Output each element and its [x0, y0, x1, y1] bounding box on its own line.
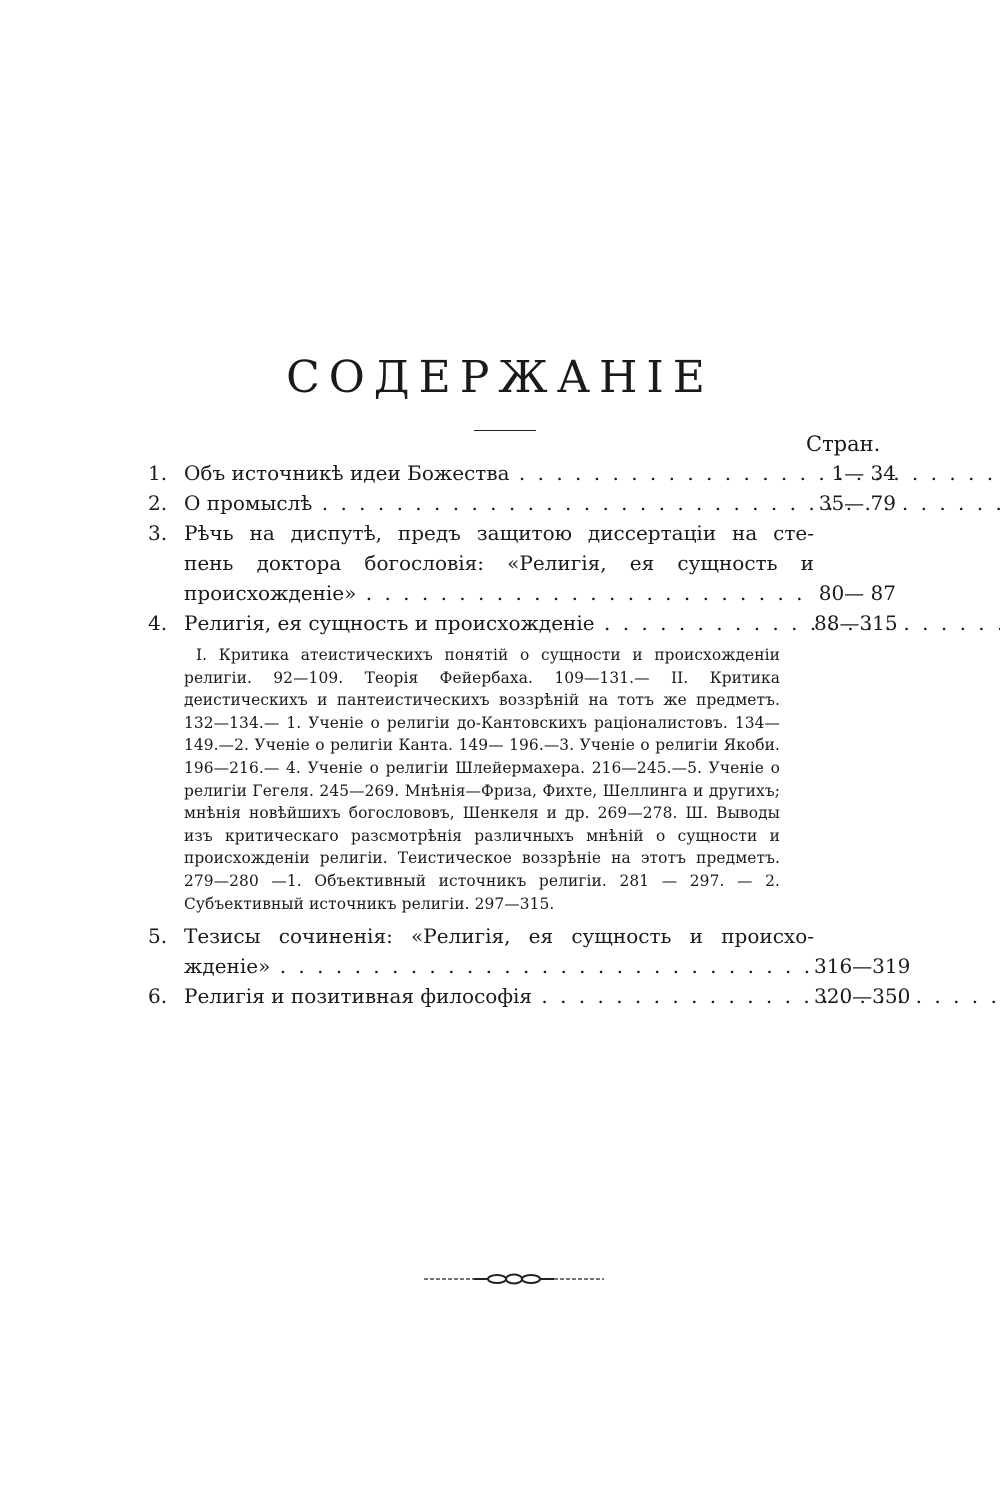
pages-column-header: Стран. — [806, 432, 881, 456]
entry-title-last-line: жденіе» . . . — [184, 951, 814, 981]
entry-title-last-line: происхожденіе» . . . — [184, 578, 814, 608]
toc-entry-2[interactable] — [140, 488, 900, 518]
title-divider — [474, 430, 536, 431]
toc-entry-1[interactable] — [140, 458, 900, 488]
toc-entry-3[interactable] — [140, 518, 900, 608]
entry-title: Религія и позитивная философія . . . — [184, 984, 1000, 1008]
entry-number: 4. — [148, 611, 168, 635]
entry-number: 5. — [148, 924, 168, 949]
entry-number: 3. — [148, 521, 168, 545]
entry-title-line: пень доктора богословія: «Религія, ея сущность и — [184, 551, 814, 575]
entry-number: 2. — [148, 491, 168, 515]
entry-pages: 88—315 — [814, 611, 898, 635]
toc-entry-5[interactable] — [140, 921, 911, 981]
entry-title: Религія, ея сущность и происхожденіе . . . — [184, 611, 1000, 635]
entry-title: О промыслѣ . . . — [184, 491, 1000, 515]
entry-number: 6. — [148, 984, 168, 1009]
entry-title-line: Тезисы сочиненія: «Религія, ея сущность и происхо- — [184, 924, 814, 949]
entry-number: 1. — [148, 461, 168, 485]
entry-title: Объ источникѣ идеи Божества . . . — [184, 461, 1000, 485]
entry-4-summary: I. Критика атеистическихъ понятій о сущности и происхожденіи религіи. 92—109. Теорія Фейербаха. 109—131.— II. Критика деистическихъ и пантеистическихъ воззрѣній на тотъ же предметъ. 132—134.— 1. Ученіе о религіи до-Кантовскихъ раціоналистовъ. 134— 149.—2. Ученіе о религіи Канта. 149— 196.—3. Ученіе о религіи Якоби. 196—216.— 4. Ученіе о религіи Шлейермахера. 216—245.—5. Ученіе о религіи Гегеля. 245—269. Мнѣнія—Фриза, Фихте, Шеллинга и другихъ; мнѣнія новѣйшихъ богослововъ, Шенкеля и др. 269—278. Ш. Выводы изъ критическаго разсмотрѣнія различныхъ мнѣній о сущности и происхожденіи религіи. Теистическое воззрѣніе на этотъ предметъ. 279—280 —1. Объективный источникъ религіи. 281 — 297. — 2. Субъективный источникъ религіи. 297—315. — [184, 646, 780, 913]
table-of-contents — [140, 458, 911, 1011]
end-ornament-icon — [424, 1272, 604, 1286]
entry-pages: 320—350 — [814, 984, 911, 1009]
page-title: СОДЕРЖАНІЕ — [286, 352, 714, 403]
entry-pages: 35— 79 — [818, 491, 896, 515]
toc-entry-4[interactable] — [140, 608, 900, 638]
entry-title-line: Рѣчь на диспутѣ, предъ защитою диссертаціи на сте- — [184, 521, 814, 545]
toc-entry-6[interactable] — [140, 981, 911, 1011]
entry-pages: 1— 34 — [831, 461, 896, 485]
entry-pages: 316—319 — [814, 954, 911, 979]
entry-pages: 80— 87 — [818, 581, 896, 605]
